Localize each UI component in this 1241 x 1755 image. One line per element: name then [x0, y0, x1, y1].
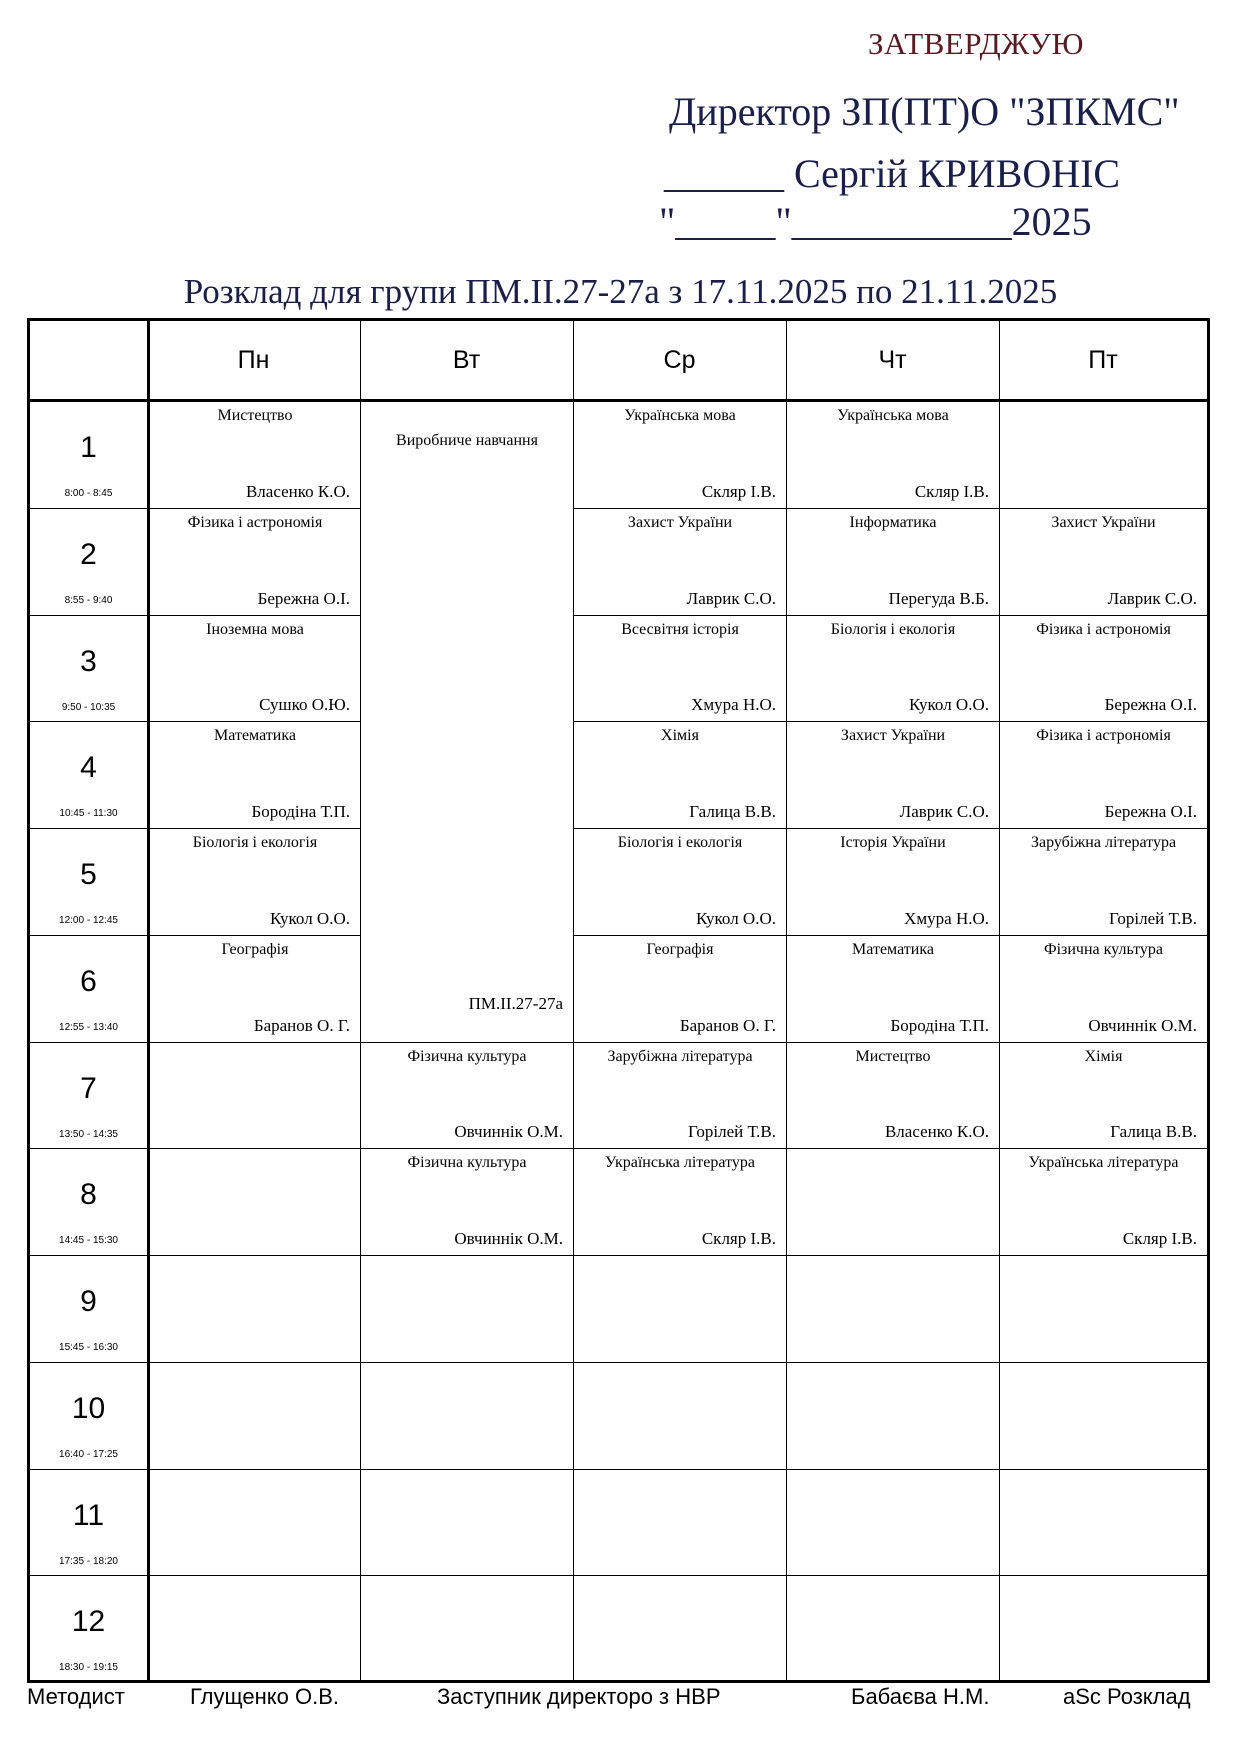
lesson-subject: Географія	[646, 940, 714, 958]
day-header: Пн	[237, 345, 270, 374]
lesson-cell	[1000, 616, 1207, 722]
lesson-cell	[574, 1149, 786, 1255]
period-cell	[30, 1255, 147, 1361]
lesson-teacher: Скляр І.В.	[701, 481, 776, 501]
period-time: 10:45 - 11:30	[59, 808, 118, 820]
lesson-teacher: Галица В.В.	[1110, 1122, 1197, 1142]
lesson-cell	[787, 936, 999, 1042]
lesson-cell	[574, 722, 786, 828]
period-cell	[30, 1575, 147, 1681]
period-cell	[30, 1042, 147, 1148]
lesson-cell	[150, 509, 360, 615]
period-time: 18:30 - 19:15	[59, 1662, 118, 1674]
period-cell	[30, 828, 147, 934]
footer-deputy-name: Бабаєва Н.М.	[851, 1684, 990, 1709]
period-number: 7	[80, 1071, 97, 1105]
lesson-cell	[574, 509, 786, 615]
lesson-teacher: Баранов О. Г.	[679, 1015, 776, 1035]
day-header: Ср	[663, 345, 696, 374]
lesson-subject: Інформатика	[849, 513, 937, 531]
lesson-subject: Фізика і астрономія	[187, 513, 323, 531]
day-header: Пт	[1088, 345, 1118, 374]
lesson-teacher: Лаврик С.О.	[1107, 588, 1197, 608]
period-cell	[30, 1469, 147, 1575]
day-header: Чт	[878, 345, 907, 374]
lesson-subject: Українська мова	[624, 407, 736, 424]
approval-date-line: "_____"___________2025	[659, 199, 1092, 244]
lesson-cell	[150, 829, 360, 935]
footer-software-name: aSc Розклад	[1063, 1684, 1191, 1709]
lesson-cell	[1000, 722, 1207, 828]
lesson-cell	[574, 402, 786, 508]
lesson-teacher: Кукол О.О.	[269, 908, 350, 928]
period-cell	[30, 935, 147, 1041]
lesson-subject: Українська література	[605, 1154, 755, 1172]
period-time: 16:40 - 17:25	[59, 1448, 118, 1460]
lesson-teacher: Овчиннік О.М.	[454, 1122, 563, 1142]
period-number: 1	[80, 431, 97, 464]
period-cell	[30, 1148, 147, 1254]
lesson-cell	[1000, 1043, 1207, 1149]
lesson-teacher: Хмура Н.О.	[904, 908, 989, 928]
lesson-teacher: Бережна О.І.	[1104, 695, 1197, 715]
footer-methodist-label: Методист	[27, 1684, 125, 1709]
lesson-subject: Іноземна мова	[206, 620, 304, 638]
lesson-teacher: Скляр І.В.	[914, 481, 989, 501]
lesson-cell	[361, 1043, 573, 1149]
lesson-subject: Виробниче навчання	[396, 432, 538, 449]
lesson-cell	[150, 402, 360, 508]
lesson-subject: Географія	[221, 940, 289, 958]
lesson-teacher: Галица В.В.	[689, 802, 776, 821]
lesson-teacher: Скляр І.В.	[701, 1229, 776, 1248]
footer-methodist-name: Глущенко О.В.	[190, 1684, 339, 1709]
lesson-subject: Мистецтво	[855, 1047, 931, 1065]
period-time: 14:45 - 15:30	[59, 1235, 118, 1247]
period-time: 12:55 - 13:40	[59, 1021, 118, 1033]
lesson-subject: Хімія	[1084, 1047, 1123, 1065]
lesson-cell	[361, 402, 573, 1042]
row-divider	[30, 1362, 1207, 1363]
footer-deputy-label: Заступник директоро з НВР	[437, 1684, 721, 1709]
lesson-teacher: Горілей Т.В.	[688, 1122, 776, 1142]
lesson-subject: Зарубіжна література	[607, 1047, 753, 1065]
lesson-cell	[787, 616, 999, 722]
lesson-teacher: Власенко К.О.	[245, 481, 350, 501]
lesson-teacher: Кукол О.О.	[695, 908, 776, 928]
row-divider	[30, 1575, 1207, 1576]
lesson-subject: Зарубіжна література	[1030, 834, 1177, 851]
lesson-subject: Фізика і астрономія	[1036, 620, 1171, 638]
lesson-subject: Фізична культура	[407, 1154, 527, 1172]
lesson-subject: Історія України	[840, 834, 946, 851]
period-number: 9	[80, 1285, 97, 1318]
lesson-subject: Математика	[852, 940, 934, 958]
lesson-cell	[361, 1149, 573, 1255]
period-number: 4	[80, 751, 97, 785]
period-number: 6	[80, 964, 97, 998]
period-cell	[30, 615, 147, 721]
lesson-cell	[787, 402, 999, 508]
period-cell	[30, 508, 147, 614]
lesson-teacher: Бережна О.І.	[1104, 802, 1197, 821]
period-number: 12	[71, 1605, 106, 1639]
lesson-teacher: Овчиннік О.М.	[1088, 1015, 1197, 1035]
approval-stamp-label: ЗАТВЕРДЖУЮ	[868, 26, 1084, 61]
schedule-title: Розклад для групи ПМ.ІІ.27-27а з 17.11.2025 по 21.11.2025	[183, 272, 1058, 311]
lesson-teacher: Хмура Н.О.	[691, 695, 776, 715]
lesson-subject: Фізична культура	[1043, 940, 1164, 958]
lesson-teacher: Бородіна Т.П.	[251, 802, 350, 821]
period-cell	[30, 401, 147, 507]
lesson-teacher: Перегуда В.Б.	[888, 588, 989, 608]
schedule-table	[27, 318, 1210, 1683]
lesson-subject: Математика	[214, 727, 296, 745]
lesson-cell	[787, 722, 999, 828]
lesson-group: ПМ.ІІ.27-27а	[468, 993, 563, 1013]
lesson-cell	[150, 936, 360, 1042]
period-time: 12:00 - 12:45	[59, 915, 118, 926]
period-time: 9:50 - 10:35	[61, 701, 116, 713]
director-signature-line: ______ Сергій КРИВОНІС	[664, 151, 1121, 196]
lesson-teacher: Кукол О.О.	[908, 695, 989, 715]
period-number: 5	[80, 858, 97, 891]
lesson-teacher: Бородіна Т.П.	[890, 1015, 989, 1035]
lesson-teacher: Баранов О. Г.	[253, 1015, 350, 1035]
lesson-cell	[150, 616, 360, 722]
lesson-cell	[787, 829, 999, 935]
lesson-subject: Всесвітня історія	[621, 620, 739, 638]
period-cell	[30, 721, 147, 827]
lesson-teacher: Сушко О.Ю.	[259, 695, 350, 715]
row-divider	[30, 1469, 1207, 1470]
lesson-cell	[1000, 936, 1207, 1042]
period-time: 17:35 - 18:20	[59, 1555, 118, 1567]
period-number: 11	[72, 1498, 105, 1532]
lesson-subject: Біологія і екологія	[192, 834, 318, 851]
lesson-subject: Захист України	[1051, 513, 1156, 531]
lesson-subject: Біологія і екологія	[617, 834, 743, 851]
lesson-teacher: Бережна О.І.	[257, 588, 350, 608]
period-cell	[30, 1362, 147, 1468]
lesson-subject: Фізична культура	[407, 1047, 527, 1065]
director-title: Директор ЗП(ПТ)О "ЗПКМС"	[669, 89, 1180, 134]
lesson-teacher: Овчиннік О.М.	[454, 1229, 563, 1248]
lesson-subject: Захист України	[840, 727, 946, 745]
lesson-subject: Фізика і астрономія	[1036, 727, 1171, 745]
lesson-cell	[574, 1043, 786, 1149]
row-divider	[30, 1255, 1207, 1256]
lesson-subject: Українська мова	[837, 407, 949, 424]
lesson-teacher: Горілей Т.В.	[1109, 908, 1197, 928]
lesson-cell	[1000, 829, 1207, 935]
period-time: 13:50 - 14:35	[59, 1128, 118, 1140]
lesson-subject: Біологія і екологія	[830, 620, 956, 638]
lesson-subject: Захист України	[627, 513, 733, 531]
lesson-teacher: Лаврик С.О.	[899, 802, 989, 821]
lesson-cell	[574, 616, 786, 722]
lesson-subject: Хімія	[661, 727, 699, 745]
lesson-cell	[574, 936, 786, 1042]
lesson-cell	[150, 722, 360, 828]
lesson-teacher: Лаврик С.О.	[686, 588, 776, 608]
period-time: 8:55 - 9:40	[64, 594, 113, 606]
lesson-cell	[1000, 1149, 1207, 1255]
lesson-cell	[1000, 509, 1207, 615]
lesson-subject: Українська література	[1028, 1154, 1179, 1172]
lesson-cell	[574, 829, 786, 935]
period-time: 8:00 - 8:45	[64, 488, 113, 499]
period-number: 10	[71, 1391, 106, 1425]
lesson-teacher: Власенко К.О.	[884, 1122, 989, 1142]
period-number: 2	[80, 537, 97, 571]
period-number: 3	[80, 644, 97, 678]
lesson-subject: Мистецтво	[217, 407, 293, 424]
lesson-cell	[787, 1043, 999, 1149]
period-time: 15:45 - 16:30	[59, 1342, 118, 1353]
lesson-cell	[787, 509, 999, 615]
lesson-teacher: Скляр І.В.	[1122, 1229, 1197, 1248]
day-header: Вт	[452, 345, 481, 374]
period-number: 8	[80, 1178, 97, 1212]
